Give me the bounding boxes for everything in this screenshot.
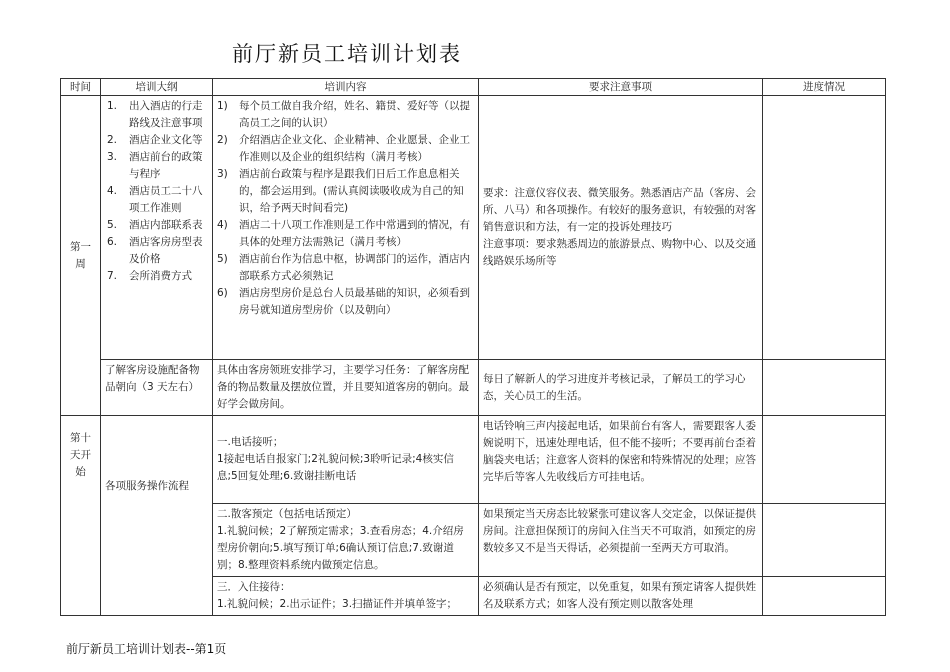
list-item: 3. 酒店前台的政策与程序 bbox=[107, 151, 203, 180]
content-list bbox=[217, 98, 474, 319]
list-item: 4) 酒店二十八项工作准则是工作中常遇到的情况，有具体的处理方法需熟记（满月考核） bbox=[217, 219, 470, 248]
training-plan-table bbox=[60, 78, 886, 616]
time-cell-week1: 第一周 bbox=[61, 96, 101, 416]
list-item: 1. 出入酒店的行走路线及注意事项 bbox=[107, 100, 203, 129]
list-item: 2) 介绍酒店企业文化、企业精神、企业愿景、企业工作准则以及企业的组织结构（满月考核） bbox=[217, 134, 470, 163]
list-item: 5. 酒店内部联系表 bbox=[107, 219, 203, 231]
content-cell: 二.散客预定（包括电话预定） 1.礼貌问候；2了解预定需求；3.查看房态；4.介绍房型房价朝向;5.填写预订单;6确认预订信息;7.致谢道别；8.整理资料系统内做预定信息。 bbox=[213, 504, 479, 577]
content-cell bbox=[213, 96, 479, 360]
list-item: 5) 酒店前台作为信息中枢，协调部门的运作，酒店内部联系方式必须熟记 bbox=[217, 253, 470, 282]
list-item: 3) 酒店前台政策与程序是跟我们日后工作息息相关的，都会运用到。(需认真阅读吸收成为自己的知识，给予两天时间看完) bbox=[217, 168, 464, 214]
table-header-row bbox=[61, 79, 886, 96]
requirements-cell: 要求：注意仪容仪表、微笑服务。熟悉酒店产品（客房、会所、八马）和各项操作。有较好的服务意识，有较强的对客销售意识和方法，有一定的投诉处理技巧 注意事项：要求熟悉周边的旅游景点、购物中心、以及交通线路娱乐场所等 bbox=[479, 96, 763, 360]
time-cell-day10: 第十天开始 bbox=[61, 416, 101, 616]
list-item: 1) 每个员工做自我介绍，姓名、籍贯、爱好等（以提高员工之间的认识） bbox=[217, 100, 470, 129]
page-title: 前厅新员工培训计划表 bbox=[232, 42, 462, 66]
list-item: 7. 会所消费方式 bbox=[107, 270, 192, 282]
outline-cell: 了解客房设施配备物品朝向（3 天左右） bbox=[101, 360, 213, 416]
requirements-cell: 每日了解新人的学习进度并考核记录，了解员工的学习心态，关心员工的生活。 bbox=[479, 360, 763, 416]
outline-list bbox=[105, 98, 208, 285]
progress-cell bbox=[763, 577, 886, 616]
header-progress: 进度情况 bbox=[763, 79, 886, 96]
content-cell: 一.电话接听； 1接起电话自报家门;2礼貌问候;3聆听记录;4核实信息;5回复处理;6.致谢挂断电话 bbox=[213, 416, 479, 504]
progress-cell bbox=[763, 416, 886, 504]
table-row bbox=[61, 416, 886, 504]
page-footer: 前厅新员工培训计划表--第1页 bbox=[66, 642, 227, 656]
list-item: 2. 酒店企业文化等 bbox=[107, 134, 203, 146]
header-content: 培训内容 bbox=[213, 79, 479, 96]
list-item: 4. 酒店员工二十八项工作准则 bbox=[107, 185, 203, 214]
list-item: 6) 酒店房型房价是总台人员最基础的知识，必须看到房号就知道房型房价（以及朝向） bbox=[217, 287, 470, 316]
requirements-cell: 电话铃响三声内接起电话，如果前台有客人，需要跟客人委婉说明下，迅速处理电话，但不能不接听；不要再前台歪着脑袋夹电话；注意客人资料的保密和特殊情况的处理；应答完毕后等客人先收线后方可挂电话。 bbox=[479, 416, 763, 504]
header-time: 时间 bbox=[61, 79, 101, 96]
content-cell: 具体由客房领班安排学习，主要学习任务：了解客房配备的物品数量及摆放位置，并且要知道客房的朝向。最好学会做房间。 bbox=[213, 360, 479, 416]
outline-cell: 各项服务操作流程 bbox=[101, 416, 213, 616]
requirements-cell: 必须确认是否有预定，以免重复，如果有预定请客人提供姓名及联系方式；如客人没有预定则以散客处理 bbox=[479, 577, 763, 616]
content-cell: 三．入住接待： 1.礼貌问候；2.出示证件；3.扫描证件并填单签字； bbox=[213, 577, 479, 616]
progress-cell bbox=[763, 96, 886, 360]
outline-cell bbox=[101, 96, 213, 360]
list-item: 6. 酒店客房房型表及价格 bbox=[107, 236, 203, 265]
table-row bbox=[61, 96, 886, 360]
header-outline: 培训大纲 bbox=[101, 79, 213, 96]
progress-cell bbox=[763, 360, 886, 416]
header-requirements: 要求注意事项 bbox=[479, 79, 763, 96]
requirements-cell: 如果预定当天房态比较紧张可建议客人交定金，以保证提供房间。注意担保预订的房间入住当天不可取消，如预定的房数较多又不是当天得话，必须提前一至两天方可取消。 bbox=[479, 504, 763, 577]
progress-cell bbox=[763, 504, 886, 577]
table-row bbox=[61, 360, 886, 416]
